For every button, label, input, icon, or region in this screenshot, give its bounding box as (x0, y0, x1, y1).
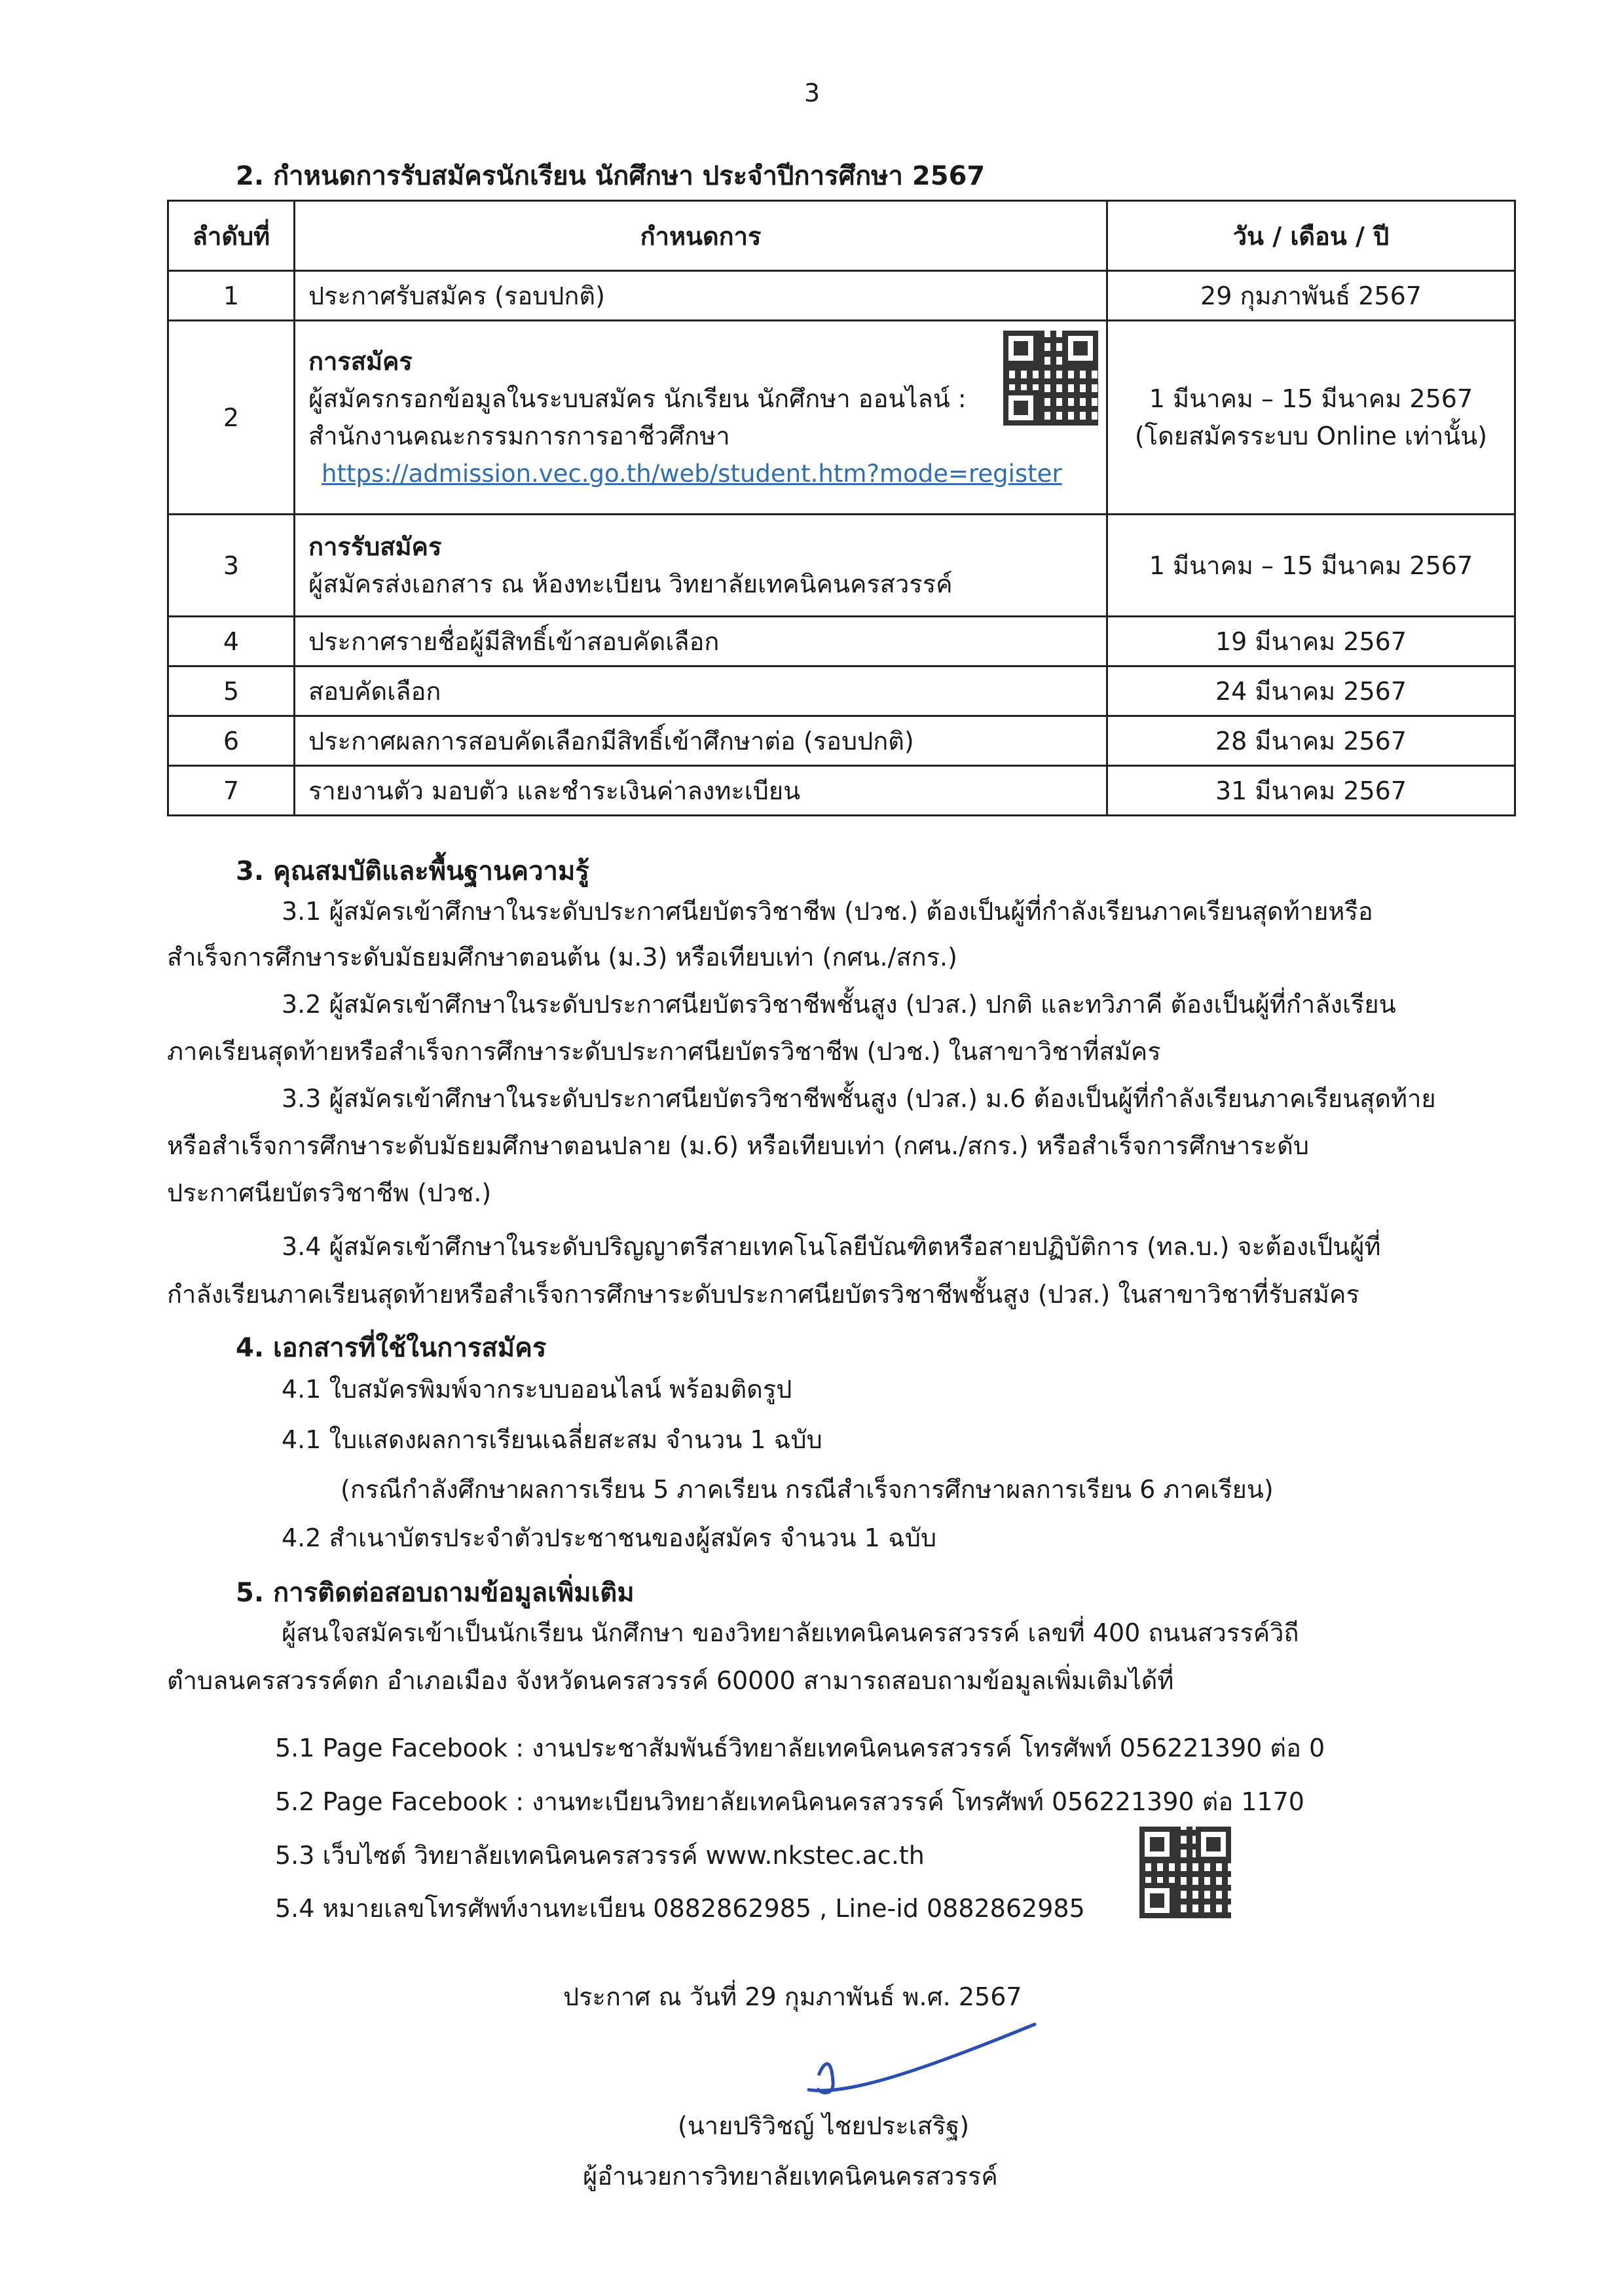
row-date: 24 มีนาคม 2567 (1107, 666, 1515, 716)
row-date: 31 มีนาคม 2567 (1107, 766, 1515, 816)
section5-line: 5.3 เว็บไซต์ วิทยาลัยเทคนิคนครสวรรค์ www.nkstec.ac.th (275, 1841, 925, 1870)
section5-line: 5.4 หมายเลขโทรศัพท์งานทะเบียน 0882862985 , Line-id 0882862985 (275, 1894, 1085, 1923)
row-no: 5 (168, 666, 295, 716)
registration-link[interactable]: https://admission.vec.go.th/web/student.htm?mode=register (322, 459, 1062, 488)
row-date: 29 กุมภาพันธ์ 2567 (1107, 271, 1515, 321)
qr-code-icon (1139, 1827, 1231, 1918)
section3-line: ประกาศนียบัตรวิชาชีพ (ปวช.) (167, 1178, 492, 1207)
section3-line: 3.3 ผู้สมัครเข้าศึกษาในระดับประกาศนียบัตรวิชาชีพชั้นสูง (ปวส.) ม.6 ต้องเป็นผู้ที่กำลังเรียนภาคเรียนสุดท้าย (282, 1084, 1436, 1113)
header-schedule: กำหนดการ (295, 201, 1107, 271)
table-row (168, 617, 1515, 666)
table-header-row (168, 201, 1515, 271)
row-date: 19 มีนาคม 2567 (1107, 617, 1515, 666)
row-text: ประกาศรายชื่อผู้มีสิทธิ์เข้าสอบคัดเลือก (295, 617, 1107, 666)
row-date: 1 มีนาคม – 15 มีนาคม 2567 (1107, 515, 1515, 617)
row-text: สอบคัดเลือก (295, 666, 1107, 716)
row-no: 6 (168, 716, 295, 766)
row-no: 2 (168, 321, 295, 515)
row-date-cell (1107, 321, 1515, 515)
row-text: ประกาศผลการสอบคัดเลือกมีสิทธิ์เข้าศึกษาต่อ (รอบปกติ) (295, 716, 1107, 766)
announce-date: ประกาศ ณ วันที่ 29 กุมภาพันธ์ พ.ศ. 2567 (563, 1982, 1022, 2011)
table-row (168, 321, 1515, 515)
table-row (168, 666, 1515, 716)
section2-title: 2. กำหนดการรับสมัครนักเรียน นักศึกษา ประจำปีการศึกษา 2567 (236, 161, 986, 191)
section3-title: 3. คุณสมบัติและพื้นฐานความรู้ (236, 856, 589, 886)
section5-line: 5.2 Page Facebook : งานทะเบียนวิทยาลัยเทคนิคนครสวรรค์ โทรศัพท์ 056221390 ต่อ 1170 (275, 1787, 1304, 1816)
section4-title: 4. เอกสารที่ใช้ในการสมัคร (236, 1333, 547, 1363)
row-no: 3 (168, 515, 295, 617)
header-no: ลำดับที่ (168, 201, 295, 271)
row-no: 4 (168, 617, 295, 666)
page-number: 3 (803, 79, 821, 107)
signature-icon (805, 1997, 1041, 2102)
row-text: รายงานตัว มอบตัว และชำระเงินค่าลงทะเบียน (295, 766, 1107, 816)
row-line: ผู้สมัครกรอกข้อมูลในระบบสมัคร นักเรียน นักศึกษา ออนไลน์ : (308, 384, 967, 413)
row-date-note: (โดยสมัครระบบ Online เท่านั้น) (1134, 421, 1488, 450)
section5-line: ตำบลนครสวรรค์ตก อำเภอเมือง จังหวัดนครสวรรค์ 60000 สามารถสอบถามข้อมูลเพิ่มเติมได้ที่ (167, 1666, 1174, 1695)
row-no: 1 (168, 271, 295, 321)
table-row (168, 766, 1515, 816)
row-text-cell (295, 321, 1107, 515)
row-line: ผู้สมัครส่งเอกสาร ณ ห้องทะเบียน วิทยาลัยเทคนิคนครสวรรค์ (308, 569, 953, 598)
section4-line: 4.2 สำเนาบัตรประจำตัวประชาชนของผู้สมัคร จำนวน 1 ฉบับ (282, 1523, 937, 1552)
section5-line: ผู้สนใจสมัครเข้าเป็นนักเรียน นักศึกษา ของวิทยาลัยเทคนิคนครสวรรค์ เลขที่ 400 ถนนสวรรค์วิถี (282, 1618, 1299, 1647)
row-line: สำนักงานคณะกรรมการการอาชีวศึกษา (308, 421, 730, 450)
signer-position: ผู้อำนวยการวิทยาลัยเทคนิคนครสวรรค์ (583, 2162, 998, 2191)
section3-line: 3.4 ผู้สมัครเข้าศึกษาในระดับปริญญาตรีสายเทคโนโลยีบัณฑิตหรือสายปฏิบัติการ (ทล.บ.) จะต้องเป็นผู้ที่ (282, 1232, 1381, 1261)
row-text-cell (295, 515, 1107, 617)
header-date: วัน / เดือน / ปี (1107, 201, 1515, 271)
table-row (168, 716, 1515, 766)
signer-name: (นายปริวิชญ์ ไชยประเสริฐ) (678, 2111, 970, 2140)
row-text: ประกาศรับสมัคร (รอบปกติ) (295, 271, 1107, 321)
row-date: 1 มีนาคม – 15 มีนาคม 2567 (1149, 384, 1473, 413)
row-no: 7 (168, 766, 295, 816)
qr-code-icon (1003, 331, 1098, 426)
table-row (168, 271, 1515, 321)
section5-line: 5.1 Page Facebook : งานประชาสัมพันธ์วิทยาลัยเทคนิคนครสวรรค์ โทรศัพท์ 056221390 ต่อ 0 (275, 1734, 1325, 1762)
section3-line: กำลังเรียนภาคเรียนสุดท้ายหรือสำเร็จการศึกษาระดับประกาศนียบัตรวิชาชีพชั้นสูง (ปวส.) ในสาขาวิชาที่รับสมัคร (167, 1280, 1359, 1309)
section3-line: สำเร็จการศึกษาระดับมัธยมศึกษาตอนต้น (ม.3) หรือเทียบเท่า (กศน./สกร.) (167, 943, 957, 972)
section5-title: 5. การติดต่อสอบถามข้อมูลเพิ่มเติม (236, 1578, 635, 1608)
section3-line: 3.2 ผู้สมัครเข้าศึกษาในระดับประกาศนียบัตรวิชาชีพชั้นสูง (ปวส.) ปกติ และทวิภาคี ต้องเป็นผู้ที่กำลังเรียน (282, 990, 1396, 1019)
row-date: 28 มีนาคม 2567 (1107, 716, 1515, 766)
section3-line: ภาคเรียนสุดท้ายหรือสำเร็จการศึกษาระดับประกาศนียบัตรวิชาชีพ (ปวช.) ในสาขาวิชาที่สมัคร (167, 1037, 1161, 1066)
row-title: การสมัคร (308, 346, 413, 376)
table-row (168, 515, 1515, 617)
schedule-table (167, 200, 1516, 816)
section4-line: 4.1 ใบสมัครพิมพ์จากระบบออนไลน์ พร้อมติดรูป (282, 1375, 792, 1404)
row-title: การรับสมัคร (308, 532, 442, 561)
section4-line: 4.1 ใบแสดงผลการเรียนเฉลี่ยสะสม จำนวน 1 ฉบับ (282, 1425, 822, 1454)
section3-line: 3.1 ผู้สมัครเข้าศึกษาในระดับประกาศนียบัตรวิชาชีพ (ปวช.) ต้องเป็นผู้ที่กำลังเรียนภาคเรียนสุดท้ายหรือ (282, 897, 1373, 926)
section4-line: (กรณีกำลังศึกษาผลการเรียน 5 ภาคเรียน กรณีสำเร็จการศึกษาผลการเรียน 6 ภาคเรียน) (341, 1475, 1274, 1504)
section3-line: หรือสำเร็จการศึกษาระดับมัธยมศึกษาตอนปลาย (ม.6) หรือเทียบเท่า (กศน./สกร.) หรือสำเร็จการศึกษาระดับ (167, 1131, 1309, 1160)
